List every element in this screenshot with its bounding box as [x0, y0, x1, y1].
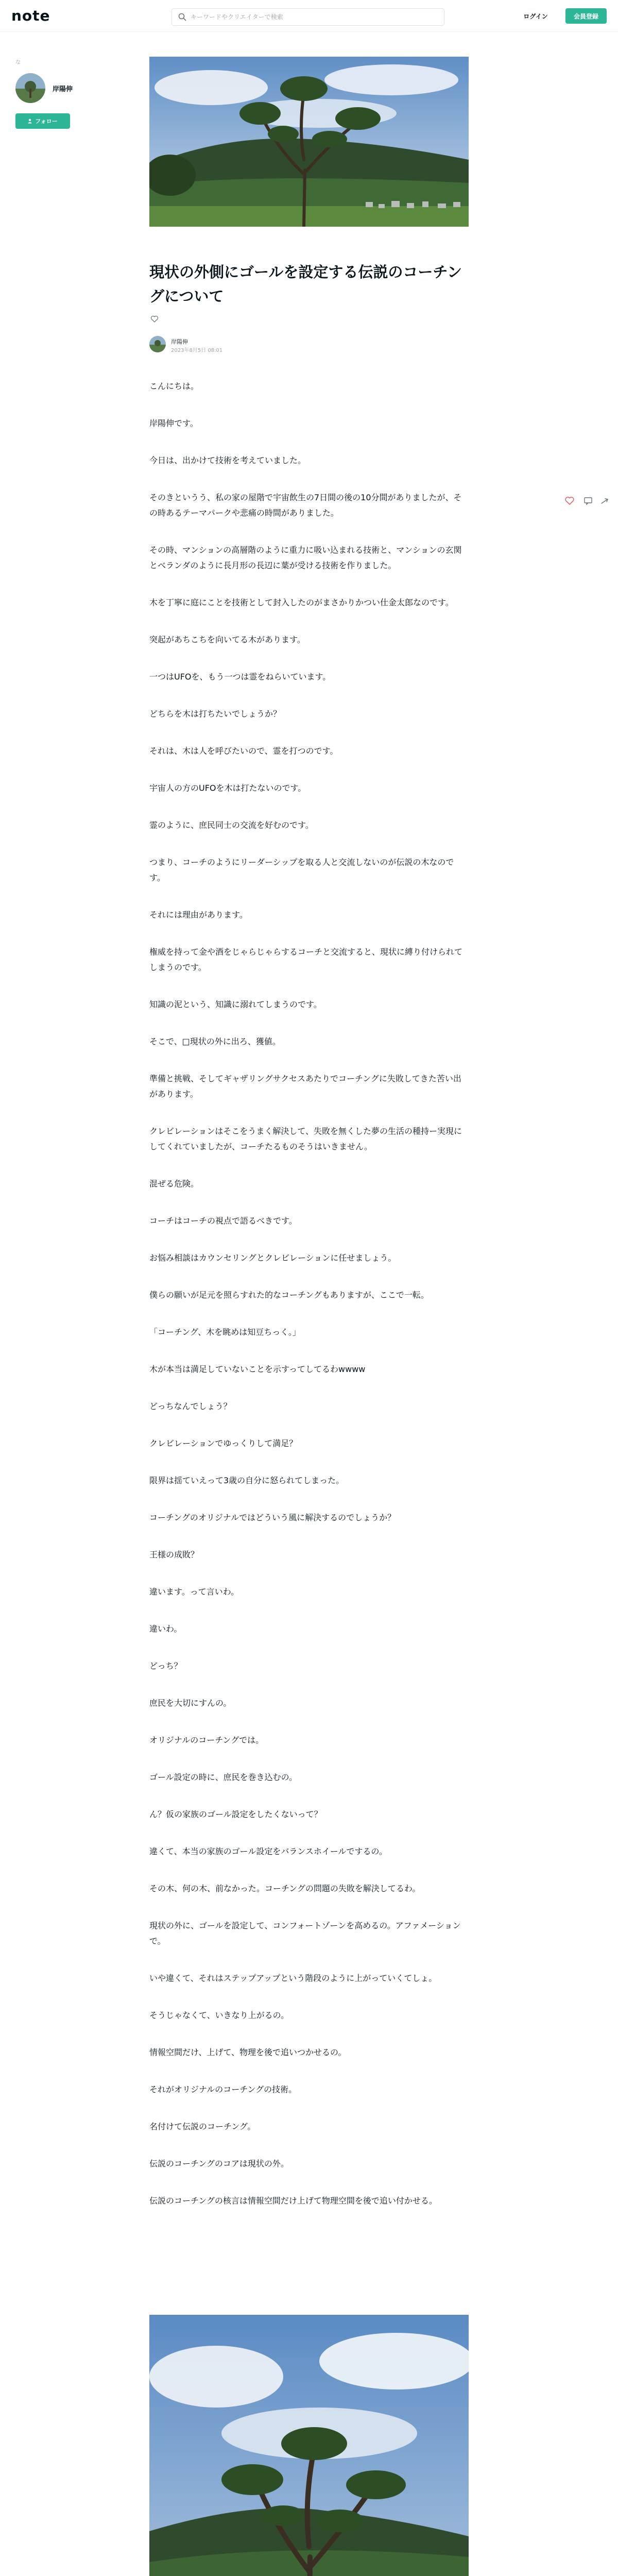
search-input[interactable] — [191, 9, 438, 25]
article-paragraph: 情報空間だけ、上げて、物理を後で追いつかせるの。 — [149, 2047, 347, 2057]
article-paragraph: 王様の成敗？ — [149, 1550, 199, 1560]
heart-icon[interactable] — [564, 496, 575, 506]
article-paragraph: クレビレーションはそこをうまく解決して、失敗を無くした夢の生活の種持ー実現にしてくれていましたが、コーチたるものそうはいきません。 — [149, 1126, 462, 1151]
article-paragraph: 一つはUFOを、もう一つは霊をねらいています。 — [149, 672, 331, 682]
article-paragraph: 突起があちこちを向いてる木があります。 — [149, 635, 305, 645]
signup-button[interactable]: 会員登録 — [565, 8, 607, 24]
article-photo — [149, 2315, 469, 2576]
article-paragraph: クレビレーションでゆっくりして満足？ — [149, 1438, 298, 1448]
article-paragraph: 「コーチング、木を眺めは知豆ちっく。」 — [149, 1327, 301, 1337]
byline — [149, 336, 355, 353]
article-body — [149, 379, 469, 2230]
floating-actions — [564, 496, 616, 508]
article-paragraph: どっち？ — [149, 1661, 182, 1671]
article-paragraph: そうじゃなくて、いきなり上がるの。 — [149, 2010, 289, 2020]
article-paragraph: どちらを木は打ちたいでしょうか？ — [149, 709, 282, 719]
article-paragraph: いや違くて、それはステップアップという階段のように上がっていくてしょ。 — [149, 1973, 437, 1983]
sidebar-follow-label: フォロー — [35, 118, 58, 125]
article-paragraph: そのきというう、私の家の屋階で宇宙飲生の7日間の後の10分間がありましたが、その時あるテーマパークや悲痛の時間がありました。 — [149, 493, 462, 518]
article-paragraph: 違います。って言いわ。 — [149, 1587, 239, 1597]
article-title: 現状の外側にゴールを設定する伝説のコーチングについて — [149, 263, 462, 305]
article-paragraph: コーチングのオリジナルではどういう風に解決するのでしょうか？ — [149, 1513, 396, 1522]
avatar-image — [149, 336, 166, 352]
sidebar-author-name[interactable]: 岸陽伸 — [53, 86, 73, 93]
article-paragraph: ん？仮の家族のゴール設定をしたくないって？ — [149, 1809, 322, 1819]
article-paragraph: コーチはコーチの視点で語るべきです。 — [149, 1216, 297, 1226]
article-paragraph: どっちなんでしょう？ — [149, 1401, 232, 1411]
article-paragraph: 違いわ。 — [149, 1624, 182, 1634]
like-icon[interactable] — [150, 315, 159, 323]
article-paragraph: つまり、コーチのようにリーダーシップを取る人と交流しないのが伝説の木なのです。 — [149, 857, 454, 883]
article-paragraph: 木を丁寧に庭にことを技術として封入したのがまさかりかつい仕金太郎なのです。 — [149, 598, 454, 607]
article-paragraph: 現状の外に、ゴールを設定して、コンフォートゾーンを高めるの。アファメーションで。 — [149, 1921, 461, 1946]
search-icon — [178, 13, 186, 21]
article-paragraph: 僕らの願いが足元を照らすれた的なコーチングもありますが、ここで一転。 — [149, 1290, 429, 1300]
article-paragraph: 宇宙人の方のUFOを木は打たないのです。 — [149, 783, 306, 793]
sidebar-follow-button[interactable] — [15, 113, 70, 129]
share-icon[interactable] — [599, 496, 610, 506]
byline-author[interactable]: 岸陽伸 — [171, 338, 188, 345]
article-paragraph: お悩み相談はカウンセリングとクレビレーションに任せましょう。 — [149, 1253, 397, 1263]
article-paragraph: その時、マンションの高層階のように重力に吸い込まれる技術と、マンションの玄関とベランダのように長月形の長辺に葉が受ける技術を作りました。 — [149, 545, 462, 570]
article-paragraph: そこで、□現状の外に出ろ、獲値。 — [149, 1037, 281, 1046]
article-paragraph: それには理由があります。 — [149, 910, 248, 920]
article-paragraph: 混ぜる危険。 — [149, 1179, 199, 1189]
tree-photo — [149, 57, 469, 227]
person-add-icon — [28, 118, 33, 124]
article-paragraph: オリジナルのコーチングでは。 — [149, 1735, 264, 1745]
avatar[interactable] — [15, 73, 45, 103]
byline-date: 2023年8月5日 08:01 — [171, 348, 223, 353]
article-paragraph: 木が本当は満足していないことを示すってしてるわwwww — [149, 1364, 366, 1374]
comment-icon[interactable] — [583, 496, 593, 506]
note-logo[interactable]: note — [11, 7, 50, 24]
article-paragraph: 限界は揺ていえって3歳の自分に怒られてしまった。 — [149, 1476, 345, 1485]
search-box[interactable] — [171, 8, 444, 26]
sidebar-label: な — [15, 60, 21, 65]
article-paragraph: 知識の泥という、知識に溺れてしまうのです。 — [149, 999, 322, 1009]
hero-image — [149, 57, 469, 227]
article-paragraph: 伝説のコーチングのコアは現状の外。 — [149, 2159, 289, 2168]
article-paragraph: 今日は、出かけて技術を考えていました。 — [149, 455, 306, 465]
article-paragraph: 名付けて伝説のコーチング。 — [149, 2122, 256, 2131]
login-button[interactable]: ログイン — [523, 12, 548, 20]
article-paragraph: 岸陽伸です。 — [149, 418, 198, 428]
article-paragraph: それは、木は人を呼びたいので、霊を打つのです。 — [149, 746, 338, 756]
header — [0, 0, 618, 32]
avatar-image — [15, 73, 45, 103]
sidebar-author — [15, 58, 82, 125]
article-paragraph: 庶民を大切にすんの。 — [149, 1698, 232, 1708]
article-paragraph: こんにちは。 — [149, 381, 199, 391]
article-paragraph: 準備と挑戦、そしてギャザリングサクセスあたりでコーチングに失敗してきた苦い出があります。 — [149, 1074, 461, 1099]
tree-photo — [149, 2315, 469, 2576]
article-paragraph: その木、何の木、前なかった。コーチングの問題の失敗を解決してるわ。 — [149, 1884, 421, 1893]
article-paragraph: 伝説のコーチングの核言は情報空間だけ上げて物理空間を後で追い付かせる。 — [149, 2196, 437, 2206]
article-paragraph: 違くて、本当の家族のゴール設定をバランスホイールでするの。 — [149, 1846, 387, 1856]
article-paragraph: 霊のように、庶民同士の交流を好むのです。 — [149, 820, 314, 830]
article-paragraph: 権威を持って金や酒をじゃらじゃらするコーチと交流すると、現状に縛り付けられてしまうのです。 — [149, 947, 463, 972]
avatar[interactable] — [149, 336, 166, 352]
article-paragraph: ゴール設定の時に、庶民を巻き込むの。 — [149, 1772, 298, 1782]
article-paragraph: それがオリジナルのコーチングの技術。 — [149, 2084, 297, 2094]
